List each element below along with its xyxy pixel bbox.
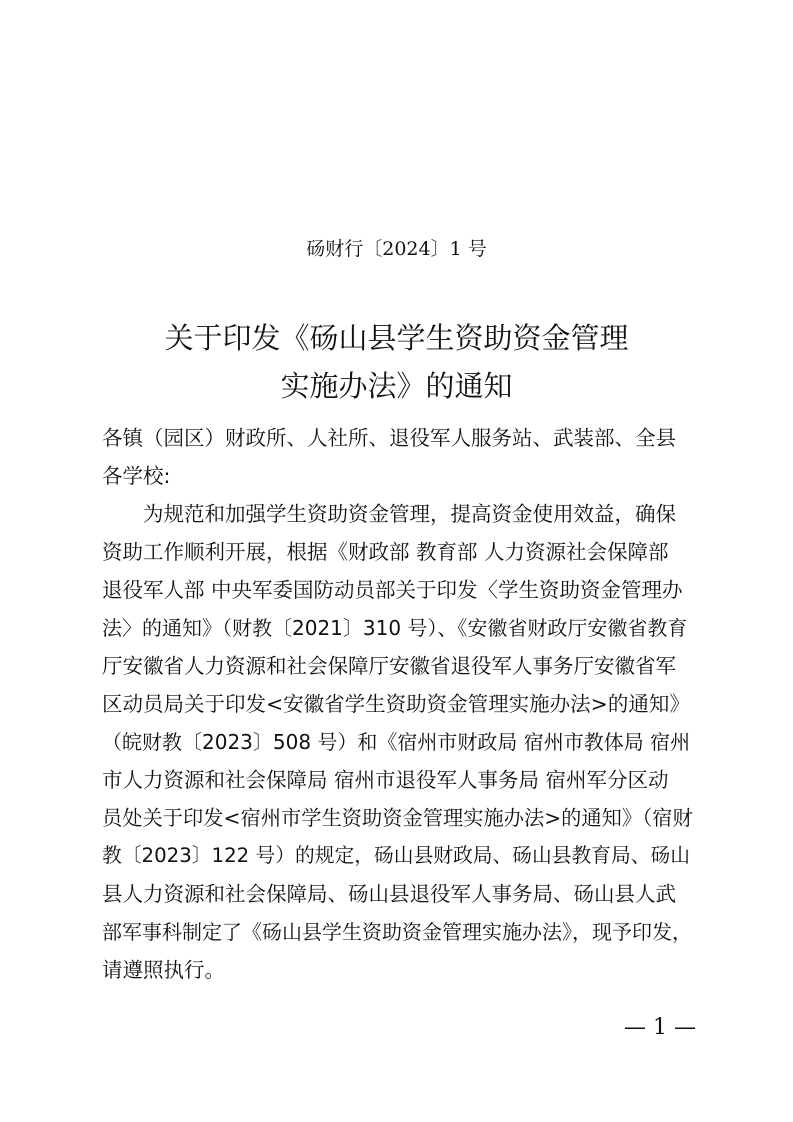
body-line: 教〔2023〕122 号）的规定，砀山县财政局、砀山县教育局、砀山 — [102, 844, 690, 867]
body-line: 区动员局关于印发<安徽省学生资助资金管理实施办法>的通知》 — [102, 692, 690, 716]
body-line-addressee-cont: 各学校: — [102, 464, 171, 488]
body-line: （皖财教〔2023〕508 号）和《宿州市财政局 宿州市教体局 宿州 — [102, 730, 691, 754]
page-number: — 1 — — [624, 1015, 696, 1040]
title-line-2: 实施办法》的通知 — [280, 369, 513, 403]
document-number: 砀财行〔2024〕1 号 — [306, 238, 487, 260]
body-line: 部军事科制定了《砀山县学生资助资金管理实施办法》，现予印发， — [102, 920, 692, 944]
body-line: 为规范和加强学生资助资金管理，提高资金使用效益，确保 — [102, 502, 676, 526]
title-line-1: 关于印发《砀山县学生资助资金管理 — [164, 321, 629, 355]
body-line: 员处关于印发<宿州市学生资助资金管理实施办法>的通知》（宿财 — [102, 806, 693, 830]
body-line: 县人力资源和社会保障局、砀山县退役军人事务局、砀山县人武 — [102, 882, 676, 906]
body-line: 资助工作顺利开展，根据《财政部 教育部 人力资源社会保障部 — [102, 540, 669, 564]
body-line-closing: 请遵照执行。 — [102, 958, 225, 982]
body-line-addressee: 各镇（园区）财政所、人社所、退役军人服务站、武装部、全县 — [102, 426, 676, 450]
body-line: 厅安徽省人力资源和社会保障厅安徽省退役军人事务厅安徽省军 — [102, 654, 676, 678]
body-line: 市人力资源和社会保障局 宿州市退役军人事务局 宿州军分区动 — [102, 768, 669, 792]
body-line: 退役军人部 中央军委国防动员部关于印发〈学生资助资金管理办 — [102, 578, 683, 602]
body-line: 法〉的通知》（财教〔2021〕310 号）、《安徽省财政厅安徽省教育 — [102, 616, 688, 640]
